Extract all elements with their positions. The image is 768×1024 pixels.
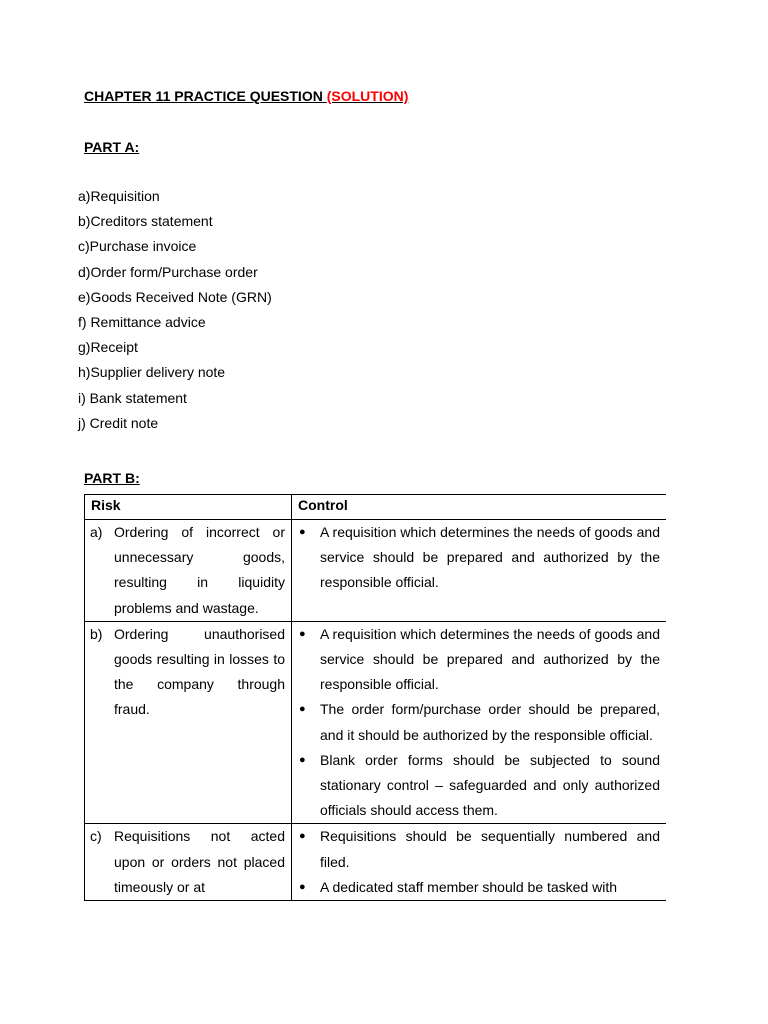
risk-letter: b): [90, 625, 103, 642]
list-item: a)Requisition: [78, 188, 160, 204]
risk-cell: [85, 824, 292, 901]
table-row: [85, 824, 667, 901]
column-header-risk: Risk: [85, 495, 292, 520]
control-text: A dedicated staff member should be tasked with: [320, 878, 618, 895]
title-text: CHAPTER 11 PRACTICE QUESTION: [84, 88, 323, 104]
part-b-heading: PART B:: [84, 470, 140, 486]
control-list: [298, 520, 660, 596]
control-item: [298, 824, 660, 874]
list-item: g)Receipt: [78, 339, 138, 356]
list-item: j) Credit note: [78, 414, 159, 431]
control-item: [298, 875, 660, 900]
control-cell: [292, 621, 667, 824]
part-a-answer-list: [78, 186, 272, 438]
control-list: [298, 824, 660, 900]
risk-letter: a): [90, 524, 103, 540]
risk-text: Ordering of incorrect or unnecessary goods, resulting in liquidity problems and wastage.: [114, 524, 285, 616]
control-text: Blank order forms should be subjected to sound stationary control – safeguarded and only authorized officials should access them.: [320, 751, 660, 819]
risk-cell: [85, 520, 292, 622]
table-row: [85, 520, 667, 622]
control-cell: [292, 824, 667, 901]
list-item: i) Bank statement: [78, 389, 187, 406]
document-title: [84, 87, 408, 105]
list-item: e)Goods Received Note (GRN): [78, 288, 272, 305]
control-text: Requisitions should be sequentially numbered and filed.: [320, 828, 660, 870]
risk-control-table: [84, 494, 666, 901]
bullet-icon: ●: [299, 880, 306, 893]
list-item: h)Supplier delivery note: [78, 364, 226, 381]
bullet-icon: ●: [299, 830, 306, 843]
control-item: [298, 748, 660, 824]
risk-cell: [85, 621, 292, 824]
control-text: A requisition which determines the needs of goods and service should be prepared and authorized by the responsible official.: [320, 524, 660, 591]
bullet-icon: ●: [299, 627, 306, 640]
bullet-icon: ●: [299, 753, 306, 766]
control-text: The order form/purchase order should be prepared, and it should be authorized by the responsible official.: [320, 701, 660, 743]
list-item: d)Order form/Purchase order: [78, 263, 258, 280]
control-list: [298, 622, 660, 824]
risk-text: Ordering unauthorised goods resulting in losses to the company through fraud.: [114, 625, 285, 718]
column-header-control: Control: [292, 495, 667, 520]
list-item: b)Creditors statement: [78, 213, 213, 230]
control-cell: [292, 520, 667, 622]
control-item: [298, 520, 660, 596]
risk-control-table-container: [84, 494, 666, 921]
control-item: [298, 622, 660, 698]
risk-letter: c): [90, 828, 102, 845]
part-a-heading: PART A:: [84, 139, 140, 155]
table-header-row: [85, 495, 667, 520]
title-solution-tag: (SOLUTION): [326, 88, 409, 104]
list-item: c)Purchase invoice: [78, 238, 197, 255]
risk-text: Requisitions not acted upon or orders not placed timeously or at: [114, 828, 285, 895]
list-item: f) Remittance advice: [78, 313, 206, 330]
bullet-icon: ●: [299, 703, 306, 716]
control-text: A requisition which determines the needs of goods and service should be prepared and authorized by the responsible official.: [320, 625, 660, 693]
control-item: [298, 697, 660, 747]
bullet-icon: ●: [299, 526, 306, 538]
table-row: [85, 621, 667, 824]
